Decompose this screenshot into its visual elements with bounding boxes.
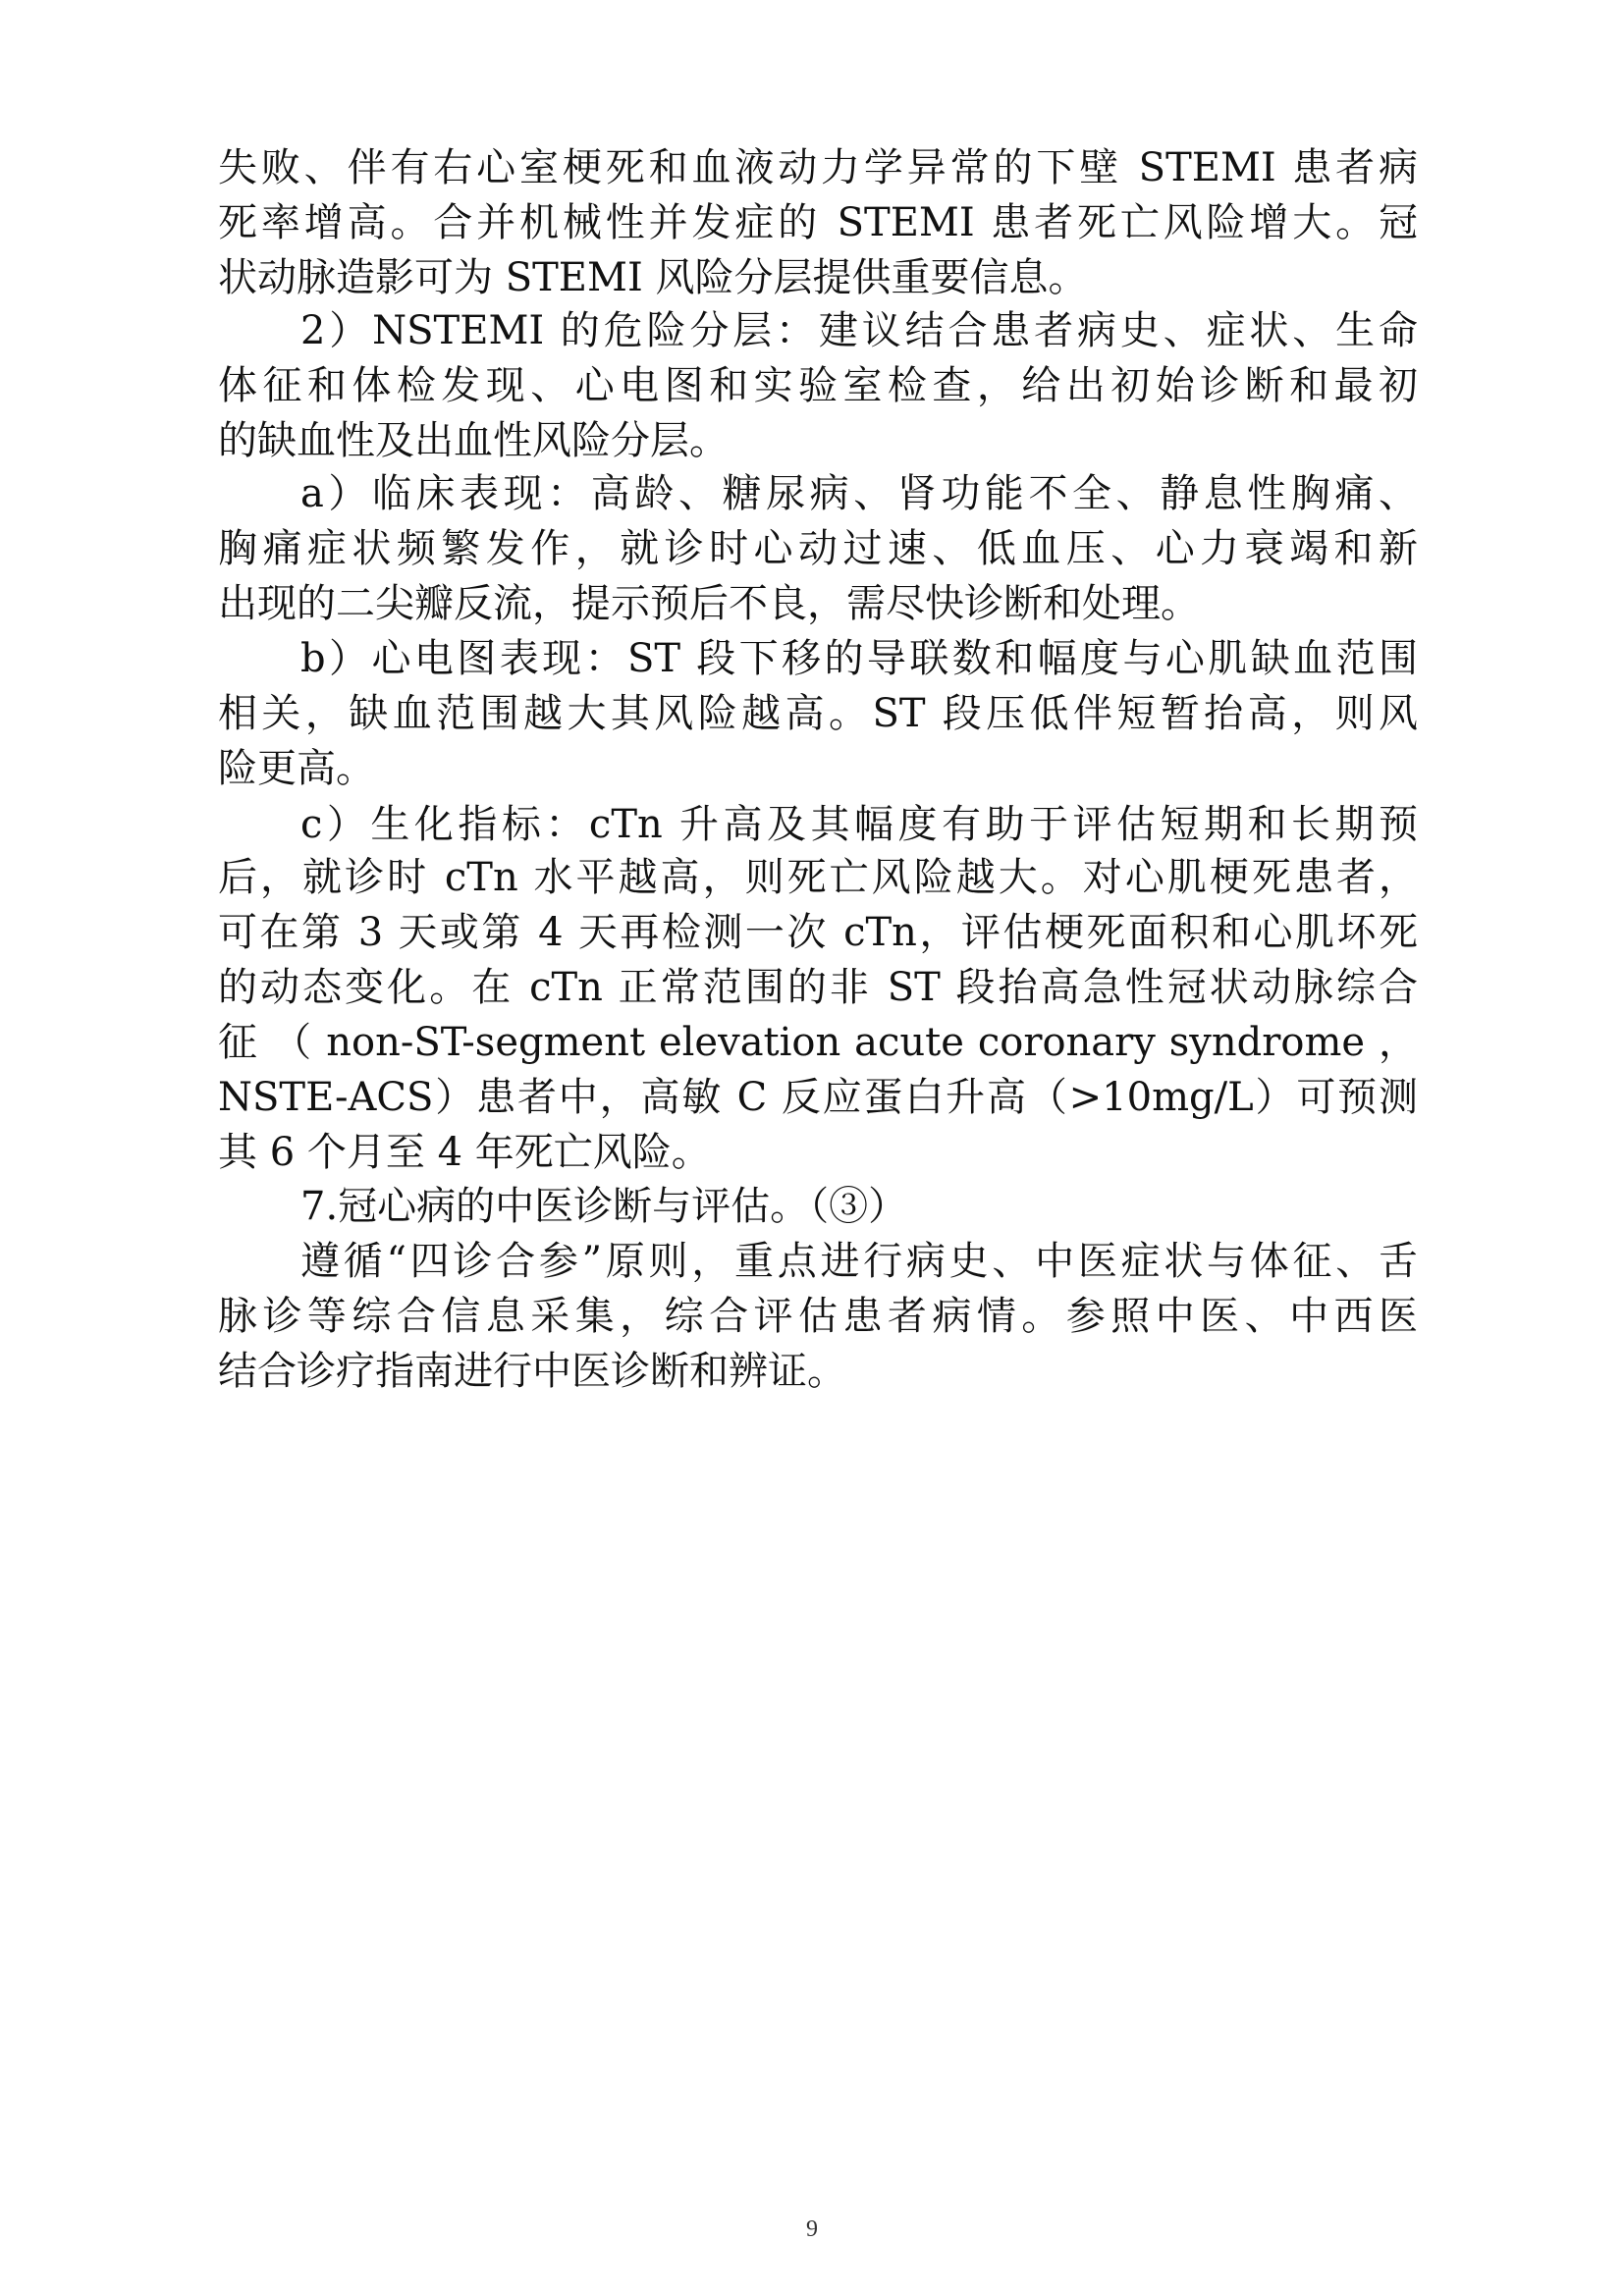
text-line: 体征和体检发现、心电图和实验室检查，给出初始诊断和最初 [218, 363, 1418, 408]
text-line: 其 6 个月至 4 年死亡风险。 [218, 1130, 711, 1175]
text-line: 后，就诊时 cTn 水平越高，则死亡风险越大。对心肌梗死患者， [218, 855, 1418, 900]
text-line: a）临床表现：高龄、糖尿病、肾功能不全、静息性胸痛、 [300, 471, 1418, 516]
text-line: 遵循“四诊合参”原则，重点进行病史、中医症状与体征、舌 [300, 1239, 1418, 1284]
text-line: 脉诊等综合信息采集，综合评估患者病情。参照中医、中西医 [218, 1294, 1418, 1339]
text-line: 出现的二尖瓣反流，提示预后不良，需尽快诊断和处理。 [218, 581, 1200, 626]
text-line: 征 （ non-ST-segment elevation acute coronary syndrome ， [218, 1020, 1418, 1065]
text-line: 险更高。 [218, 746, 375, 791]
page-number: 9 [806, 2216, 818, 2242]
text-line: 的缺血性及出血性风险分层。 [218, 418, 729, 463]
text-line: b）心电图表现：ST 段下移的导联数和幅度与心肌缺血范围 [300, 636, 1418, 681]
text-line: 状动脉造影可为 STEMI 风险分层提供重要信息。 [218, 255, 1088, 300]
text-line: 结合诊疗指南进行中医诊断和辨证。 [218, 1349, 846, 1394]
text-line: 的动态变化。在 cTn 正常范围的非 ST 段抬高急性冠状动脉综合 [218, 965, 1418, 1010]
text-line: 可在第 3 天或第 4 天再检测一次 cTn，评估梗死面积和心肌坏死 [218, 910, 1418, 955]
text-line: NSTE-ACS）患者中，高敏 C 反应蛋白升高（>10mg/L）可预测 [218, 1075, 1418, 1120]
text-line: 死率增高。合并机械性并发症的 STEMI 患者死亡风险增大。冠 [218, 200, 1418, 245]
text-line: 2）NSTEMI 的危险分层：建议结合患者病史、症状、生命 [300, 308, 1418, 353]
section-heading: 7.冠心病的中医诊断与评估。（③） [300, 1184, 908, 1229]
text-line: 胸痛症状频繁发作，就诊时心动过速、低血压、心力衰竭和新 [218, 526, 1418, 571]
text-line: 相关，缺血范围越大其风险越高。ST 段压低伴短暂抬高，则风 [218, 691, 1418, 736]
text-line: c）生化指标：cTn 升高及其幅度有助于评估短期和长期预 [300, 802, 1418, 847]
text-line: 失败、伴有右心室梗死和血液动力学异常的下壁 STEMI 患者病 [218, 145, 1418, 190]
